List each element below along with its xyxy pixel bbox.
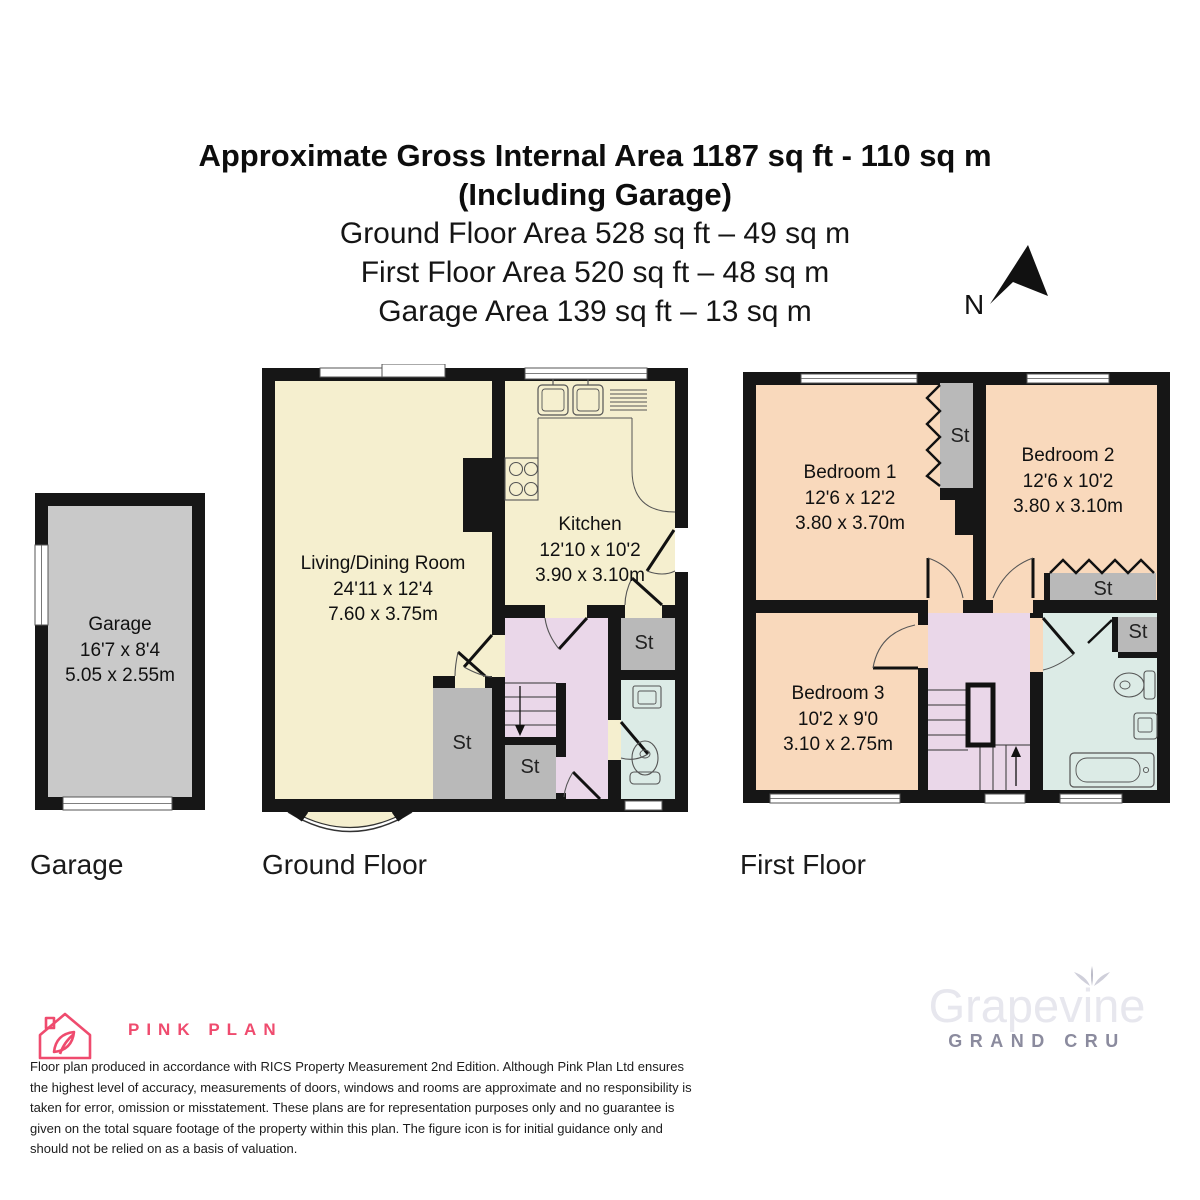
first-floor-area: First Floor Area 520 sq ft – 48 sq m	[360, 256, 830, 289]
page-title-line2: (Including Garage)	[458, 177, 732, 212]
disclaimer-text: Floor plan produced in accordance with RICS Property Measurement 2nd Edition. Although Pink Plan Ltd ensures the highest level of accuracy, measurements of doors, windows and rooms are approximate and no responsibility is taken for error, omission or misstatement. These plans are for representation purposes only and no guarantee is given on the total square footage of the property within this plan. The figure icon is for initial guidance only and should not be relied on as a basis of valuation.	[30, 1059, 692, 1157]
chimney-breast	[463, 458, 492, 532]
bedroom2-label: Bedroom 2 12'6 x 10'2 3.80 x 3.10m	[1013, 445, 1123, 517]
garage-room-label: Garage 16'7 x 8'4 5.05 x 2.55m	[65, 614, 175, 686]
garage-door	[63, 797, 172, 810]
front-door-gap	[675, 528, 688, 572]
ground-floor-caption: Ground Floor	[262, 849, 427, 880]
storage-label: St	[520, 756, 540, 778]
pink-house	[40, 1014, 90, 1058]
north-arrow-shape	[990, 245, 1048, 304]
grapevine-wordmark: Grapevine	[928, 979, 1146, 1032]
bedroom1-label: Bedroom 1 12'6 x 12'2 3.80 x 3.70m	[795, 462, 905, 534]
storage-label: St	[452, 732, 472, 754]
garage-caption: Garage	[30, 849, 124, 880]
pink-plan-wordmark: PINK PLAN	[128, 1020, 283, 1039]
page-title: Approximate Gross Internal Area 1187 sq ft - 110 sq m	[198, 138, 992, 173]
wc-window	[625, 801, 662, 810]
storage-label: St	[950, 425, 970, 447]
north-arrow-icon	[950, 238, 1060, 323]
grand-cru-wordmark: GRAND CRU	[948, 1031, 1126, 1051]
storage-label: St	[634, 632, 654, 654]
north-label: N	[964, 289, 985, 320]
pink-plan-logo-icon	[30, 1006, 102, 1062]
storage-label: St	[1128, 621, 1148, 643]
stair-void	[968, 685, 993, 745]
wc-room	[621, 680, 675, 799]
living-room-label: Living/Dining Room 24'11 x 12'4 7.60 x 3.75m	[300, 553, 466, 625]
ground-floor-area: Ground Floor Area 528 sq ft – 49 sq m	[339, 217, 851, 250]
bedroom3-label: Bedroom 3 10'2 x 9'0 3.10 x 2.75m	[783, 683, 893, 755]
garage-area: Garage Area 139 sq ft – 13 sq m	[378, 295, 812, 328]
first-floor-caption: First Floor	[740, 849, 866, 880]
storage-label: St	[1093, 578, 1113, 600]
kitchen-label: Kitchen 12'10 x 10'2 3.90 x 3.10m	[535, 514, 645, 586]
